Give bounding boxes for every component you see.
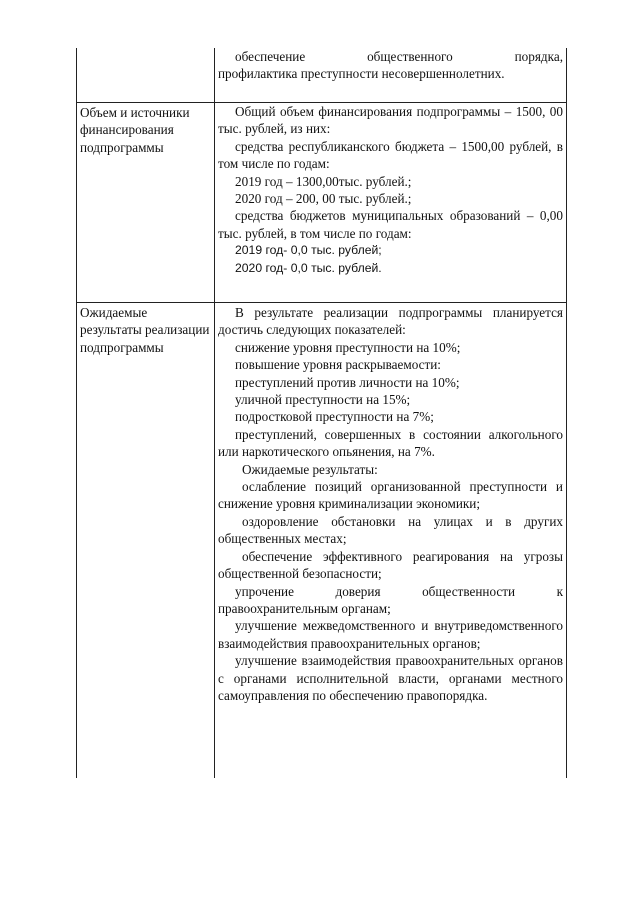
paragraph: упрочение доверия общественности к правоохранительным органам; xyxy=(218,583,563,616)
financing-label: Объем и источники финансирования подпрограммы xyxy=(77,103,215,303)
paragraph: улучшение взаимодействия правоохранительных органов с органами исполнительной власти, органами местного самоуправления по обеспечению правопорядка. xyxy=(218,653,563,703)
paragraph: 2019 год- 0,0 тыс. рублей; xyxy=(235,243,382,258)
paragraph: В результате реализации подпрограммы планируется достичь следующих показателей: xyxy=(218,305,563,338)
paragraph: Общий объем финансирования подпрограммы – 1500, 00 тыс. рублей, из них: xyxy=(218,104,563,137)
paragraph: улучшение межведомственного и внутриведомственного взаимодействия правоохранительных органов; xyxy=(218,618,563,651)
results-label: Ожидаемые результаты реализации подпрограммы xyxy=(77,303,215,779)
paragraph: средства бюджетов муниципальных образований – 0,00 тыс. рублей, в том числе по годам: xyxy=(218,208,563,241)
paragraph: уличной преступности на 15%; xyxy=(235,392,411,408)
paragraph: преступлений против личности на 10%; xyxy=(235,374,460,390)
paragraph: снижение уровня преступности на 10%; xyxy=(235,339,461,355)
paragraph: профилактика преступности несовершеннолетних. xyxy=(218,66,505,82)
table-row xyxy=(77,103,567,303)
paragraph: Ожидаемые результаты: xyxy=(242,461,378,477)
paragraph: ослабление позиций организованной преступности и снижение уровня криминализации экономики; xyxy=(218,479,563,512)
paragraph: оздоровление обстановки на улицах и в других общественных местах; xyxy=(218,513,563,547)
subprogram-passport-table xyxy=(76,48,567,778)
paragraph: подростковой преступности на 7%; xyxy=(235,409,434,425)
paragraph: 2020 год – 200, 00 тыс. рублей.; xyxy=(235,191,412,207)
table-row xyxy=(77,48,567,103)
paragraph: повышение уровня раскрываемости: xyxy=(235,357,441,373)
paragraph: обеспечение эффективного реагирования на угрозы общественной безопасности; xyxy=(218,548,563,582)
paragraph: 2019 год – 1300,00тыс. рублей.; xyxy=(235,173,412,189)
paragraph: средства республиканского бюджета – 1500,00 рублей, в том числе по годам: xyxy=(218,138,563,172)
paragraph: преступлений, совершенных в состоянии алкогольного или наркотического опьянения, на 7%. xyxy=(218,426,563,460)
row-content-cell xyxy=(215,48,567,103)
financing-content-cell xyxy=(215,103,567,303)
table-row xyxy=(77,303,567,779)
results-content-cell xyxy=(215,303,567,779)
paragraph: обеспечение общественного порядка, xyxy=(235,49,563,64)
paragraph: 2020 год- 0,0 тыс. рублей. xyxy=(235,260,382,275)
row-label-cell xyxy=(77,48,215,103)
